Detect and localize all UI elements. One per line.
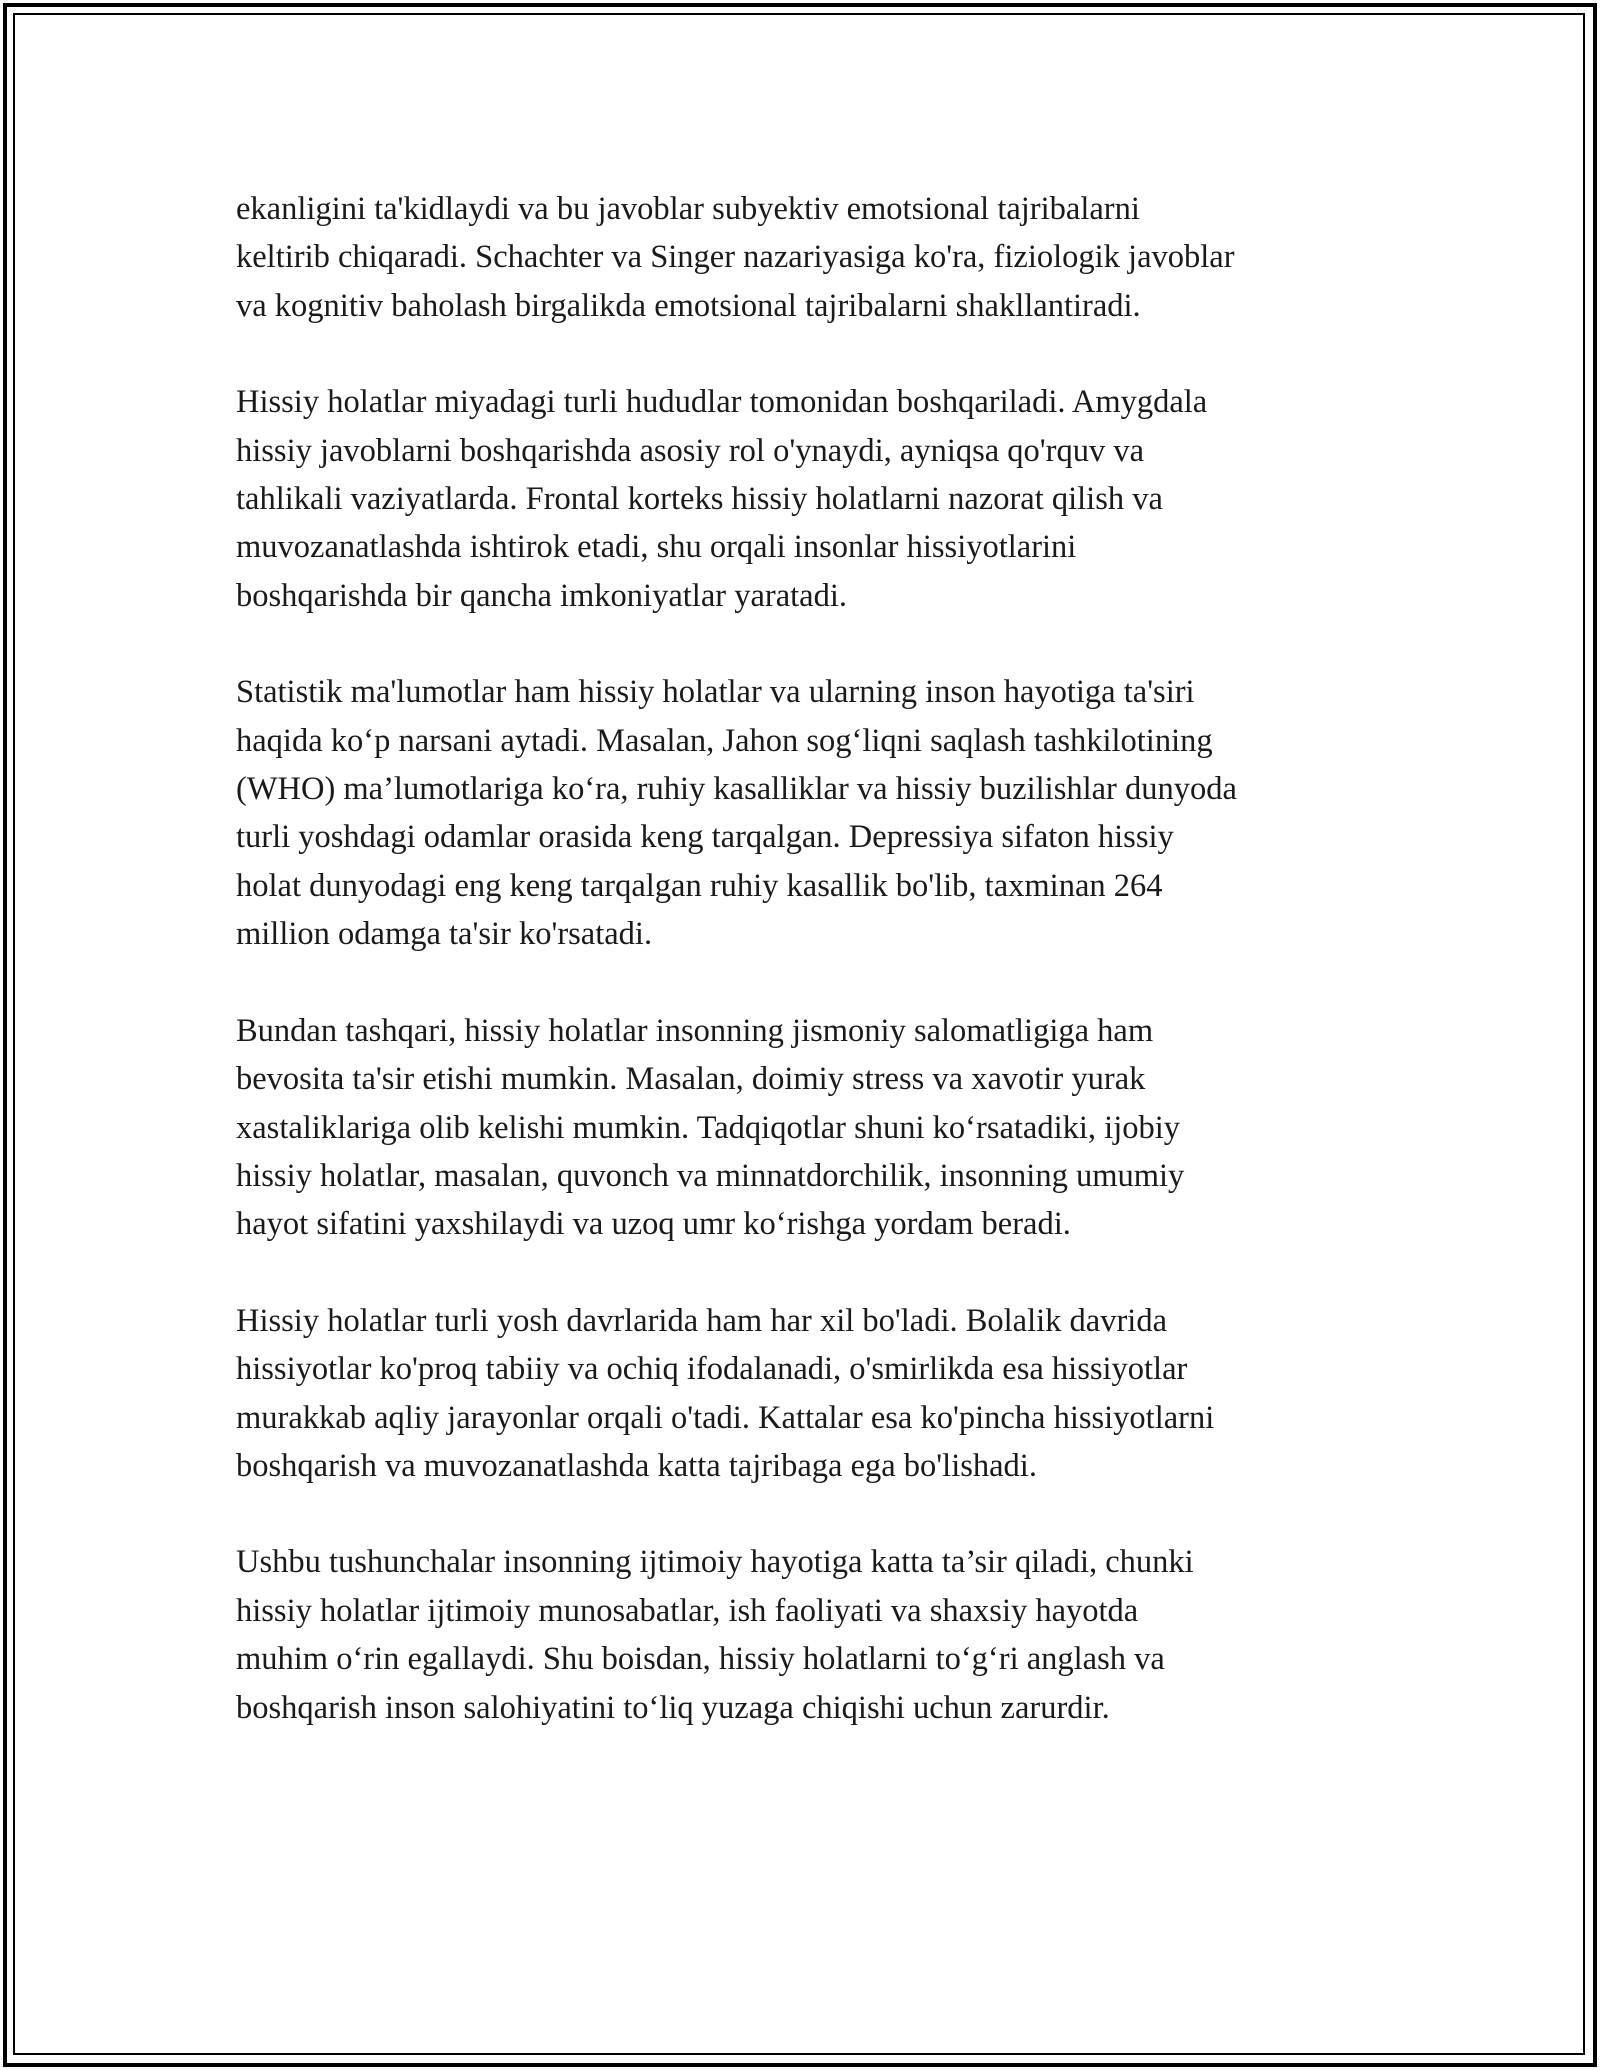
text-line: Hissiy holatlar miyadagi turli hududlar tomonidan boshqariladi. Amygdala xyxy=(236,384,1208,421)
paragraph-3 xyxy=(236,668,1376,958)
text-line: Statistik ma'lumotlar ham hissiy holatlar va ularning inson hayotiga ta'siri xyxy=(236,674,1195,711)
text-line: Ushbu tushunchalar insonning ijtimoiy hayotiga katta ta’sir qiladi, chunki xyxy=(236,1544,1194,1581)
paragraph-2 xyxy=(236,378,1376,620)
text-line: boshqarishda bir qancha imkoniyatlar yaratadi. xyxy=(236,577,847,614)
text-line: holat dunyodagi eng keng tarqalgan ruhiy kasallik bo'lib, taxminan 264 xyxy=(236,867,1163,904)
text-line: ekanligini ta'kidlaydi va bu javoblar subyektiv emotsional tajribalarni xyxy=(236,191,1140,227)
text-line: xastaliklariga olib kelishi mumkin. Tadqiqotlar shuni ko‘rsatadiki, ijobiy xyxy=(236,1109,1181,1146)
text-line: muhim o‘rin egallaydi. Shu boisdan, hissiy holatlarni to‘g‘ri anglash va xyxy=(236,1641,1165,1678)
text-line: va kognitiv baholash birgalikda emotsional tajribalarni shakllantiradi. xyxy=(236,287,1141,324)
text-line: million odamga ta'sir ko'rsatadi. xyxy=(236,916,653,953)
text-line: hissiy holatlar ijtimoiy munosabatlar, ish faoliyati va shaxsiy hayotda xyxy=(236,1592,1139,1629)
text-line: Bundan tashqari, hissiy holatlar insonning jismoniy salomatligiga ham xyxy=(236,1012,1154,1049)
paragraph-4 xyxy=(236,1007,1376,1249)
text-line: boshqarish va muvozanatlashda katta tajribaga ega bo'lishadi. xyxy=(236,1447,1037,1484)
text-line: murakkab aqliy jarayonlar orqali o'tadi. Kattalar esa ko'pincha hissiyotlarni xyxy=(236,1399,1215,1436)
text-line: hissiy javoblarni boshqarishda asosiy rol o'ynaydi, ayniqsa qo'rquv va xyxy=(236,432,1145,469)
text-line: (WHO) ma’lumotlariga ko‘ra, ruhiy kasalliklar va hissiy buzilishlar dunyoda xyxy=(236,771,1237,808)
document-body xyxy=(236,185,1376,1780)
paragraph-5 xyxy=(236,1297,1376,1491)
text-line: haqida ko‘p narsani aytadi. Masalan, Jahon sog‘liqni saqlash tashkilotining xyxy=(236,722,1213,759)
text-line: tahlikali vaziyatlarda. Frontal korteks hissiy holatlarni nazorat qilish va xyxy=(236,481,1163,518)
text-line: hissiyotlar ko'proq tabiiy va ochiq ifodalanadi, o'smirlikda esa hissiyotlar xyxy=(236,1351,1188,1388)
text-line: Hissiy holatlar turli yosh davrlarida ham har xil bo'ladi. Bolalik davrida xyxy=(236,1302,1167,1339)
text-line: hissiy holatlar, masalan, quvonch va minnatdorchilik, insonning umumiy xyxy=(236,1157,1185,1194)
text-line: boshqarish inson salohiyatini to‘liq yuzaga chiqishi uchun zarurdir. xyxy=(236,1689,1110,1726)
paragraph-6 xyxy=(236,1538,1376,1732)
text-line: turli yoshdagi odamlar orasida keng tarqalgan. Depressiya sifaton hissiy xyxy=(236,819,1174,856)
text-line: bevosita ta'sir etishi mumkin. Masalan, doimiy stress va xavotir yurak xyxy=(236,1061,1146,1098)
text-line: keltirib chiqaradi. Schachter va Singer nazariyasiga ko'ra, fiziologik javoblar xyxy=(236,239,1235,276)
text-line: muvozanatlashda ishtirok etadi, shu orqali insonlar hissiyotlarini xyxy=(236,529,1077,566)
text-line: hayot sifatini yaxshilaydi va uzoq umr ko‘rishga yordam beradi. xyxy=(236,1206,1071,1243)
paragraph-1 xyxy=(236,185,1376,330)
